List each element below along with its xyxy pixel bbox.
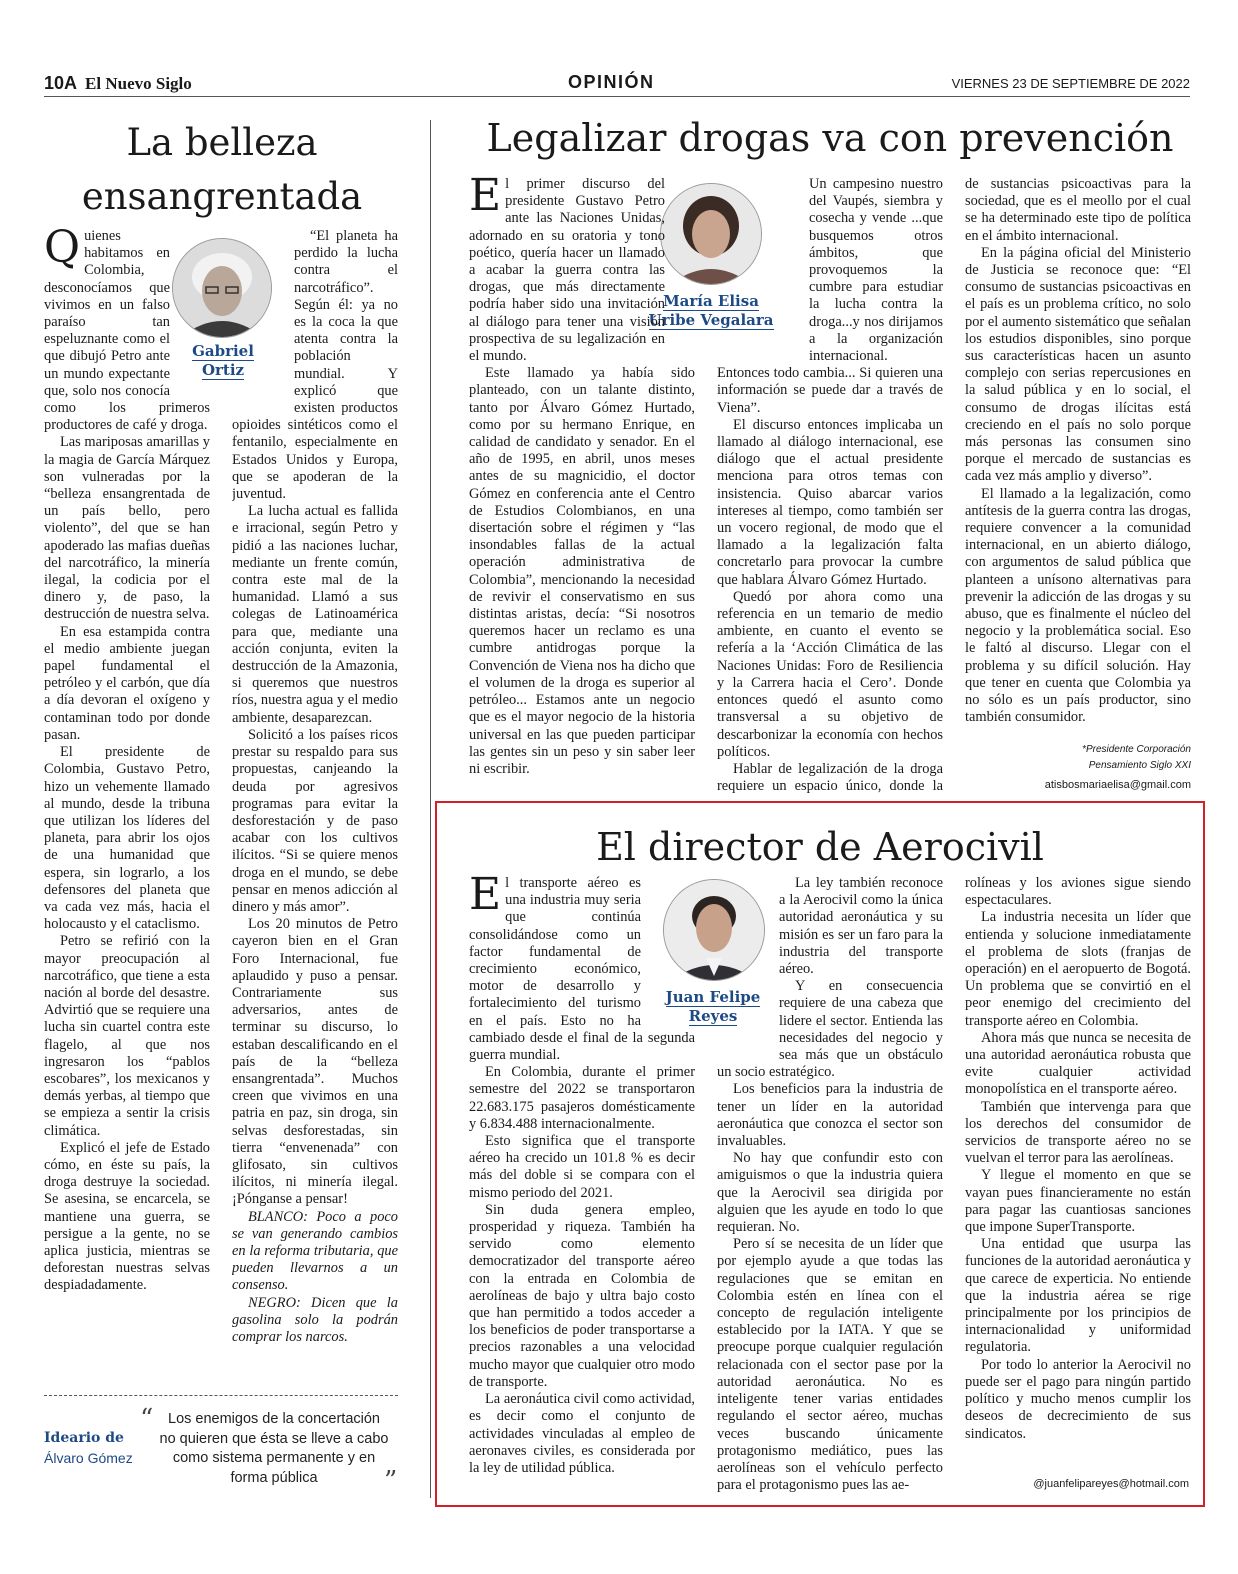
ideario-label-line2: Álvaro Gómez <box>44 1450 133 1466</box>
paragraph: La industria necesita un líder que entienda y solucione inmediatamente el problema de slots (franjas de operación) en el aeropuerto de Bogotá. Un problema que se convirtió en el peor enemigo del crecimiento del transporte aéreo en Colombia. <box>965 909 1191 1029</box>
paragraph: Solicitó a los países ricos prestar su respaldo para sus propuestas, canjeando la deuda por agresivos programas para evitar la desforestación y de paso acabar con los cultivos ilícitos. “Si se quiere menos droga en el mundo, se debe pensar en menos adicción al dinero y más amor”. <box>232 726 398 915</box>
paragraph: Quedó por ahora como una referencia en un temario de medio ambiente, en cuanto el evento se refería a la ‘Acción Climática de las Naciones Unidas: Foro de Resiliencia y la Carrera hacia el Cero’. Donde entonces quedó el asunto como transversal a su objetivo de descarbonizar la economía con hechos políticos. <box>717 588 943 760</box>
paragraph: Esto significa que el transporte aéreo ha crecido un 101.8 % es decir más del doble si se compara con el mismo periodo del 2021. <box>469 1133 695 1201</box>
paragraph: rolíneas y los aviones sigue siendo espectaculares. <box>965 875 1191 909</box>
signature-line2: Pensamiento Siglo XXI <box>1088 760 1191 771</box>
dropcap: E <box>469 875 502 920</box>
paragraph: Los beneficios para la industria de tener un líder en la autoridad aeronáutica que conozca el sector son invaluables. <box>717 1081 943 1150</box>
header-rule <box>44 96 1190 97</box>
ideario-label-line1: Ideario de <box>44 1430 124 1446</box>
article-top-right-column-1 <box>469 176 695 796</box>
paragraph: Explicó el jefe de Estado cómo, en éste su país, la droga destruye la sociedad. Se asesina, se encarcela, se mantiene una guerra, se persigue a la gente, no se aplica justicia, mientras se deforestan nuestras selvas despiadadamente. <box>44 1139 210 1294</box>
ideario-label <box>44 1428 133 1468</box>
paragraph: El discurso entonces implicaba un llamado al diálogo internacional, ese diálogo que el actual presidente menciona para otros temas con insistencia. Quiso abarcar varios intereses al tiempo, como también ser un vocero regional, de modo que el llamado a la legalización falta concretarlo para provocar la cumbre que hablara Álvaro Gómez Hurtado. <box>717 416 943 588</box>
article-bottom-right-column-1 <box>469 875 695 1495</box>
article-top-right-title: Legalizar drogas va con prevención <box>486 116 1174 160</box>
paragraph: El llamado a la legalización, como antítesis de la guerra contra las drogas, requiere convencer a la comunidad internacional, en un abierto diálogo, con argumentos de salud pública que planteen a unísono alternativas para prevenir la adicción de las drogas y su abuso, que es finalmente el núcleo del negocio y la problemática social. Eso le faltó al discurso. Llegar con el problema y su difícil solución. Hay que tener en cuenta que Colombia ya no sólo es un país productor, sino también consumidor. <box>965 485 1191 726</box>
author-name: Juan Felipe Reyes <box>665 988 761 1025</box>
author-email: atisbosmariaelisa@gmail.com <box>1044 779 1191 791</box>
paragraph: Petro se refirió con la mayor preocupación al narcotráfico, que tiene a esta nación al borde del desastre. Advirtió que se requiere una lucha sin cuartel contra este flagelo, al que nos ingresaron los “pablos escobares”, los mexicanos y demás yerbas, al tiempo que se empieza a sentir la crisis climática. <box>44 933 210 1139</box>
paragraph: Y llegue el momento en que se vayan pues financieramente no están para pagar las cuantiosas sanciones que impone SuperTransporte. <box>965 1167 1191 1236</box>
section-name: OPINIÓN <box>568 72 655 92</box>
dropcap: E <box>469 176 502 221</box>
article-left-column-2 <box>232 228 398 1391</box>
article-left-title: La belleza ensangrentada <box>81 121 363 218</box>
paragraph: Las mariposas amarillas y la magia de García Márquez son vulneradas por la “belleza ensangrentada de un país bello, pero violento”, del que se han apoderado las mafias dueñas del narcotráfico, la minería ilegal, la codicia por el dinero y, de paso, la destrucción de nuestra selva. <box>44 434 210 623</box>
article-bottom-right-column-3 <box>965 875 1191 1475</box>
paragraph: Pero sí se necesita de un líder que por ejemplo ayude a que todas las regulaciones que se emitan en Colombia estén en línea con el concepto de regulación inteligente establecido por la IATA. Y que se preocupe porque cualquier regulación relacionada con el sector pase por la autoridad aeronáutica. No es inteligente tener varias entidades regulando el sector aéreo, muchas veces buscando únicamente protagonismo mediático, pues las aerolíneas son el vehículo perfecto para el protagonismo pues las ae- <box>717 1236 943 1494</box>
paragraph <box>232 1295 398 1347</box>
article-top-right-column-2 <box>717 176 943 796</box>
paragraph: Por todo lo anterior la Aerocivil no puede ser el pago para ningún partido político y mucho menos cumplir los deseos de decrecimiento de sus sindicatos. <box>965 1356 1191 1442</box>
blanco-paragraph: BLANCO: Poco a poco se van generando cambios en la reforma tributaria, que pueden llevarnos a un consenso. <box>232 1208 398 1294</box>
article-bottom-right-title: El director de Aerocivil <box>596 825 1044 869</box>
article-top-right-column-3 <box>965 176 1191 742</box>
open-quote-icon: “ <box>140 1404 154 1434</box>
paragraph: Una entidad que usurpa las funciones de la autoridad aeronáutica y que carece de experticia. No entiende que la industria aérea se rige principalmente por los principios de internacionalidad y uniformidad regulatoria. <box>965 1236 1191 1356</box>
paragraph: En esa estampida contra el medio ambiente juegan papel fundamental el petróleo y el carbón, que día a día devoran el oxígeno y contaminan todo por donde pasan. <box>44 623 210 743</box>
ideario-divider <box>44 1395 398 1396</box>
paragraph: Sin duda genera empleo, prosperidad y riqueza. También ha servido como elemento democratizador del transporte aéreo con la entrada en Colombia de aerolíneas de bajo y ultra bajo costo que han permitido a todos acceder a los beneficios de poder transportarse a precios razonables a una velocidad mucho mayor que cualquier otro modo de transporte. <box>469 1201 695 1390</box>
paragraph: La ley también reconoce a la Aerocivil como la única autoridad aeronáutica y su misión es ser un faro para la industria del transporte aéreo. <box>779 875 943 978</box>
paragraph: La lucha actual es fallida e irracional, según Petro y pidió a las naciones luchar, mediante un frente común, contra este mal de la humanidad. Llamó a sus colegas de Latinoamérica para que, mediante una acción conjunta, eviten la destrucción de la Amazonia, si queremos que nuestros ríos, nuestra agua y el medio ambiente, desaparezcan. <box>232 503 398 726</box>
column-divider <box>430 120 431 1498</box>
paragraph: Y en consecuencia requiere de una cabeza que lidere el sector. Entienda las necesidades del negocio y sea más que un obstáculo un socio estratégico. <box>717 978 943 1081</box>
article-left-column-1 <box>44 228 210 1391</box>
paragraph: l transporte aéreo es una industria muy seria que continúa consolidándose como un factor fundamental de crecimiento económico, motor de desarrollo y fortalecimiento del turismo en el país. Esto no ha cambiado desde el final de la segunda guerra mundial. <box>469 875 695 1064</box>
paragraph: Los 20 minutos de Petro cayeron bien en el Gran Foro Internacional, fue aplaudido y puso a pensar. Contrariamente sus adversarios, antes de terminar su discurso, lo estaban descalificando en el país de la “belleza ensangrentada”. Muchos creen que vivimos en una patria en paz, sin droga, sin selvas desforestadas, sin tierra “envenenada” con glifosato, sin cultivos ilícitos, ni minería ilegal. ¡Pónganse a pensar! <box>232 916 398 1208</box>
paragraph: En la página oficial del Ministerio de Justicia se reconoce que: “El consumo de sustancias psicoactivas en el país es un problema crítico, no solo por el aumento sistemático que señalan los estudios disponibles, sino porque sus características hacen un asunto complejo con serias repercusiones en la salud pública y en lo social, el consumo de drogas ilícitas está creciendo en el país no solo porque más personas las consumen sino porque el mercado de sustancias es cada vez más amplio y diverso”. <box>965 244 1191 485</box>
paragraph: También que intervenga para que los derechos del consumidor de servicios de transporte aéreo no se vuelvan el terror para las aerolíneas. <box>965 1098 1191 1167</box>
close-quote-icon: ” <box>384 1466 398 1496</box>
paragraph: No hay que confundir esto con amiguismos o que la industria quiera que la Aerocivil sea dirigida por alguien que les ayude en todo lo que requieran. No. <box>717 1150 943 1236</box>
paragraph: l primer discurso del presidente Gustavo Petro ante las Naciones Unidas, adornado en su oratoria y tono poético, quería hacer un llamado a acabar la guerra contra las drogas, que más directamente podría haber sido una invitación al diálogo para tener una visión prospectiva de su legalización en el mundo. <box>469 176 665 365</box>
paragraph: Este llamado ya había sido planteado, con un talante distinto, tanto por Álvaro Gómez Hurtado, como por su hermano Enrique, en calidad de candidato y senador. En el año de 1995, en abril, unos meses antes de su magnicidio, el doctor Gómez en conferencia ante el Centro de Estudios Colombianos, en una disertación sobre el régimen y “las insondables fallas de la actual operación administrativa de Colombia”, mencionando la necesidad de revivir el conservatismo en sus distintas aristas, decía: “Si nosotros queremos hacer un reclamo es una cumbre antidrogas porque la Convención de Viena nos ha dicho que el volumen de la droga es superior al petróleo... Estamos ante un negocio que es el mayor negocio de la historia universal en las que pueden participar las gentes sin un peso y sin saber leer ni escribir. <box>469 365 695 777</box>
author-email: @juanfelipareyes@hotmail.com <box>1033 1478 1189 1490</box>
paragraph: Un campesino nuestro del Vaupés, siembra y cosecha y vende ...que busquemos otros ámbitos, que provoquemos la cumbre para estudiar la lucha contra la droga...y nos dirijamos a la organización internacional. Entonces todo cambia... Si quieren una información se puede dar a través de Viena”. <box>717 176 943 416</box>
dropcap: Q <box>44 228 81 273</box>
paragraph <box>232 1209 398 1295</box>
paragraph: de sustancias psicoactivas para la sociedad, que es el meollo por el cual se ha determinado este tipo de política en el ámbito internacional. <box>965 176 1191 244</box>
paragraph: El presidente de Colombia, Gustavo Petro, hizo un vehemente llamado al mundo, desde la tribuna que utilizan los líderes del planeta, para abrir los ojos de una humanidad que espera, sin lograrlo, a los defensores del planeta que va cada vez más, hacia el holocausto y el cataclismo. <box>44 744 210 933</box>
negro-paragraph: NEGRO: Dicen que la gasolina solo la podrán comprar los narcos. <box>232 1294 398 1345</box>
author-signature <box>965 742 1191 774</box>
signature-line1: *Presidente Corporación <box>1082 744 1191 755</box>
paragraph: Ahora más que nunca se necesita de una autoridad aeronáutica robusta que evite cualquier actividad monopolística en el transporte aéreo. <box>965 1029 1191 1098</box>
issue-date: VIERNES 23 DE SEPTIEMBRE DE 2022 <box>951 76 1190 91</box>
newspaper-name: El Nuevo Siglo <box>85 74 192 93</box>
page-header-left <box>44 73 192 94</box>
ideario-quote: Los enemigos de la concertación no quieren que ésta se lleve a cabo como sistema permanente y en forma pública <box>159 1411 389 1486</box>
paragraph: “El planeta ha perdido la lucha contra el narcotráfico”. Según él: ya no es la coca la que atenta contra la población mundial. Y explicó que existen productos opioides sintéticos como el fentanilo, especialmente en Estados Unidos y Europa, que se apoderan de la juventud. <box>232 228 398 503</box>
page-number: 10A <box>44 73 78 93</box>
author-name: Gabriel Ortiz <box>192 342 254 379</box>
author-name: María Elisa Uribe Vegalara <box>648 292 774 329</box>
paragraph: uienes habitamos en Colombia, desconocíamos que vivimos en un falso paraíso tan espeluznante como el que dibujó Petro ante un mundo expectante que, solo nos conocía como los primeros productores de café y droga. <box>44 228 210 434</box>
article-bottom-right-column-2 <box>717 875 943 1495</box>
paragraph: La aeronáutica civil como actividad, es decir como el conjunto de actividades vinculadas al empleo de aeronaves civiles, es considerada por la ley de utilidad pública. <box>469 1391 695 1476</box>
paragraph: Hablar de legalización de la droga requiere un espacio único, donde la <box>717 760 943 795</box>
paragraph: En Colombia, durante el primer semestre del 2022 se transportaron 22.683.175 pasajeros domésticamente y 6.834.488 internacionalmente. <box>469 1064 695 1132</box>
